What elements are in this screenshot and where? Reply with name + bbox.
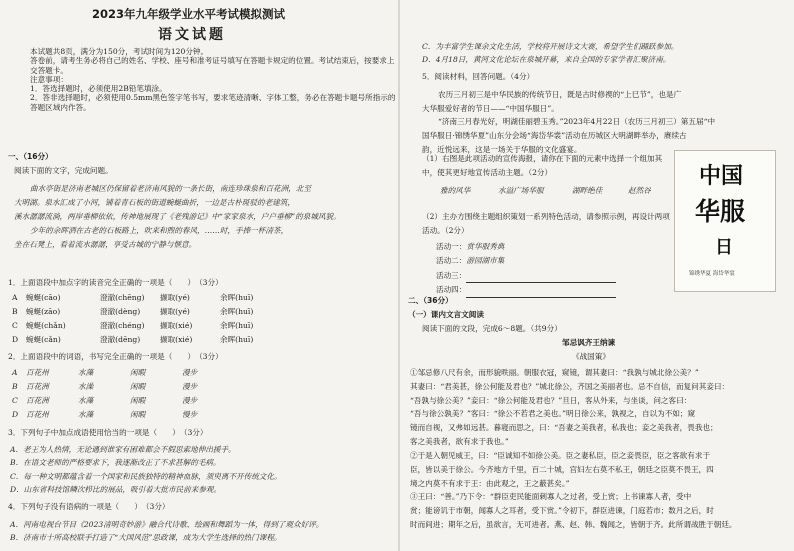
q3-option[interactable]: B．在语文老师的严格要求下，我逐渐改正了不求甚解的毛病。: [10, 458, 221, 468]
material-line: 农历三月初三是中华民族的传统节日，既是古时修禊的“上巳节”，也是广: [438, 90, 682, 99]
classical-line: “吾孰与徐公美？”妾曰：“徐公何能及君也？”旦日，客从外来，与坐谈，问之客曰：: [410, 395, 692, 405]
choice-item[interactable]: 雅的风华: [440, 186, 471, 195]
option-item: 余晖(huī): [220, 293, 254, 302]
option-item: 澄澈(chēng): [100, 293, 145, 302]
activity-label: 活动三：: [436, 270, 467, 280]
q2-option-a[interactable]: [12, 368, 234, 377]
option-item: 澄澈(chéng): [100, 321, 145, 330]
option-item: 蜿蜒(chǎn): [26, 321, 66, 330]
section-two-heading: 二、（36分）: [408, 296, 453, 305]
activity-row: [436, 254, 616, 268]
option-item: 闲暇: [130, 396, 146, 405]
option-item: 澄澈(dēng): [100, 335, 141, 344]
q3-option[interactable]: A．老王为人热情，无论遇到谁家有困难都会不假思索地伸出援手。: [10, 445, 236, 454]
classical-line: 臣，皆以美于徐公。今齐地方千里，百二十城，宫妇左右莫不私王，朝廷之臣莫不畏王，四: [410, 464, 714, 474]
q4-options: [10, 518, 323, 545]
option-item: 水藻: [78, 410, 94, 419]
option-letter: D: [12, 410, 19, 419]
q1-option-d[interactable]: [12, 335, 280, 344]
option-item: 蜿蜒(cǎn): [26, 335, 61, 344]
instruction-line: 答卷前，请考生务必将自己的姓名、学校、座号和准考证号填写在答题卡规定的位置。考试结束后，按要求上交答题卡。: [30, 56, 395, 75]
poster-caption: 锦绣华夏 海岱华裳: [689, 271, 735, 277]
option-item: 闲暇: [130, 410, 146, 419]
passage-line: 溪水潺潺流淌，两岸垂柳依依，传神地展现了《老残游记》中“家家泉水，户户垂柳”的泉城风貌。: [14, 212, 341, 222]
passage-line: 少年的余晖洒在古老的石板路上，吹来和煦的春风，……时，手捧一杯清茶，: [30, 226, 289, 236]
question-4-stem: 4．下列句子没有语病的一项是（ ） （3分）: [8, 502, 170, 511]
option-letter: C: [12, 321, 18, 330]
option-item: 闲暇: [130, 368, 146, 377]
activity-label: 活动四：: [436, 285, 467, 295]
option-item: 蜿蜒(zāo): [26, 307, 61, 316]
option-item: 余晖(huī): [220, 335, 254, 344]
activity-answer-blank[interactable]: [466, 289, 616, 298]
q1-option-b[interactable]: [12, 307, 280, 316]
subject-title: 语文试题: [158, 27, 226, 43]
huafu-poster-image: [674, 150, 776, 292]
option-item: 水藻: [78, 368, 94, 377]
option-item: 水藻: [78, 396, 94, 405]
passage: [14, 182, 394, 252]
classical-line: 其妻曰：“君美甚，徐公何能及君也？”城北徐公，齐国之美丽者也。忌不自信，而复问其妾曰：: [410, 381, 730, 391]
material: [422, 88, 784, 156]
right-page: [400, 0, 794, 551]
q4-option[interactable]: A．河南电视台节目《2023清明奇妙游》融合代诗歌、绘画和舞蹈为一体，得到了观众好评。: [10, 520, 324, 529]
classical-line: 境之内莫不有求于王：由此观之，王之蔽甚矣。”: [410, 478, 570, 488]
option-letter: B: [12, 382, 18, 391]
option-item: 撷取(yé): [160, 293, 190, 302]
poster-text-day: 日: [715, 237, 733, 258]
question-1-stem: 1．上面语段中加点字的读音完全正确的一项是（ ） （3分）: [8, 278, 223, 287]
activity-list: [436, 240, 616, 298]
option-item: 闲暇: [130, 382, 146, 391]
option-item: 水澡: [78, 382, 94, 391]
option-letter: A: [12, 368, 18, 377]
activity-label: 活动二：: [436, 256, 467, 266]
option-item: 百花洲: [26, 396, 49, 405]
classical-line: “吾与徐公孰美？”客曰：“徐公不若君之美也。”明日徐公来，孰视之，自以为不如；窥: [410, 409, 696, 419]
q1-option-a[interactable]: [12, 293, 280, 302]
passage-line: 曲水亭街是济南老城区仍保留着老济南风貌的一条长街，南连珍珠泉和百花洲，北至: [30, 184, 311, 193]
passage-line: 大明湖。泉水汇成了小河，铺着青石板的街道蜿蜒曲折，一边是古朴斑驳的老建筑，: [14, 198, 295, 208]
classical-text-title: 邹忌讽齐王纳谏: [562, 338, 616, 347]
option-item: 漫步: [182, 368, 198, 377]
activity-value: 游园湖市集: [466, 256, 505, 266]
q3-option[interactable]: C．每一种文明都蕴含着一个国家和民族独特的精神血脉，须臾离不开传统文化。: [10, 471, 282, 481]
choice-item[interactable]: 湖畔绝佳: [572, 186, 603, 195]
option-letter: B: [12, 307, 18, 316]
poster-text-china: 中国: [699, 163, 744, 189]
classical-line: ①邹忌修八尺有余，而形貌昳丽。朝服衣冠，窥镜，谓其妻曰：“我孰与城北徐公美？”: [410, 368, 699, 377]
activity-answer-blank[interactable]: [466, 274, 616, 283]
q4-continued-options: [422, 40, 678, 67]
poster-text-huafu: 华服: [695, 197, 746, 226]
choice-item[interactable]: 水溢广场华服: [498, 186, 544, 195]
option-letter: D: [12, 335, 19, 344]
instruction-line: 注意事项：: [30, 74, 68, 84]
q4-option-d[interactable]: D．4月18日，黄河文化论坛在泉城开幕，来自全国的专家学者汇聚济南。: [422, 55, 671, 65]
subsection-heading: （一）课内文言文阅读: [408, 310, 484, 319]
activity-row: [436, 283, 616, 297]
question-2-stem: 2．上面语段中的词语，书写完全正确的一项是（ ） （3分）: [8, 352, 223, 361]
classical-text: [410, 366, 790, 532]
choice-item[interactable]: 赵然谷: [628, 186, 651, 195]
option-letter: A: [12, 293, 18, 302]
option-item: 余晖(huī): [220, 307, 254, 316]
option-item: 撷取(yé): [160, 307, 190, 316]
classical-text-source: 《战国策》: [572, 352, 610, 361]
reading-instruction: 阅读下面的文段，完成6～8题。（共9分）: [422, 324, 562, 333]
option-item: 漫步: [182, 396, 198, 405]
classical-line: 镜而自视，又弗如远甚。暮寝而思之，曰：“吾妻之美我者，私我也；妾之美我者，畏我也；: [410, 423, 718, 433]
q2-option-d[interactable]: [12, 410, 234, 419]
instruction-line: 1．答选择题时，必须使用2B铅笔填涂。: [30, 84, 167, 93]
poster-choices: [440, 186, 678, 195]
passage-intro: 阅读下面的文字，完成问题。: [14, 166, 113, 175]
classical-line: 时而间进；期年之后，虽欲言，无可进者。燕、赵、韩、魏闻之，皆朝于齐。此所谓战胜于朝廷。: [410, 519, 737, 529]
option-letter: C: [12, 396, 18, 405]
material-line: “济南三月春光好，明湖佳丽碧玉秀。”2023年4月22日（农历三月初三）第五届“中: [438, 117, 716, 127]
question-5-2: （2）主办方围绕主题组织策划一系列特色活动，请参照示例，再设计两项活动。（2分）: [422, 212, 670, 235]
q4-option-c[interactable]: C．为丰富学生课余文化生活，学校将开展诗文大赛，希望学生们踊跃参加。: [422, 42, 679, 51]
instructions: [14, 47, 394, 112]
section-one-heading: 一、（16分）: [8, 152, 53, 161]
question-5-1: （1）右图是此项活动的宣传海报，请你在下面的元素中选择一个组加其中，使其更好地宣传活动主题。（2分）: [422, 154, 663, 177]
material-line: 国华服日·锦绣华夏”山东分会场“海岱华裳”活动在历城区大明湖畔举办，赓续古: [422, 130, 687, 140]
question-3-stem: 3．下列句子中加点成语使用恰当的一项是（ ） （3分）: [8, 428, 208, 437]
classical-line: 赏；能谤讥于市朝，闻寡人之耳者，受下赏。”令初下，群臣进谏，门庭若市；数月之后，时: [410, 506, 714, 516]
q2-option-b[interactable]: [12, 382, 234, 391]
activity-row: [436, 269, 616, 283]
option-item: 澄澈(dèng): [100, 307, 141, 316]
q3-options: [10, 443, 282, 496]
classical-line: 客之美我者，欲有求于我也。”: [410, 437, 509, 447]
activity-value: 赏华服秀典: [466, 242, 505, 251]
option-item: 余晖(huī): [220, 321, 254, 330]
option-item: 蜿蜒(cāo): [26, 293, 61, 302]
q4-option[interactable]: B．济南市十所高校联手打造了“大国风范”思政课，成为大学生选择的热门课程。: [10, 533, 282, 543]
question-5-title: 5．阅读材料，回答问题。（4分）: [422, 72, 535, 81]
classical-line: ②于是入朝见威王，曰：“臣诚知不如徐公美。臣之妻私臣，臣之妾畏臣，臣之客欲有求于: [410, 450, 711, 460]
option-item: 撷取(xié): [160, 321, 193, 330]
material-line: 韵，近悦远来，这是一场关于华服的文化盛宴。: [422, 144, 582, 154]
option-item: 撷取(xié): [160, 335, 193, 344]
q1-option-c[interactable]: [12, 321, 280, 330]
material-line: 大华服爱好者的节日——“中国华服日”。: [422, 103, 559, 113]
q3-option[interactable]: D．山东省科技馆鳞次栉比的展品，吸引着大批市民前来参观。: [10, 484, 222, 494]
instruction-line: 2．答非选择题时，必须使用0.5mm黑色签字笔书写，要求笔迹清晰、字体工整，务必在答题卡题号所指示的答题区域内作答。: [30, 93, 396, 112]
option-item: 慢步: [182, 410, 198, 419]
activity-row: [436, 240, 616, 254]
classical-line: ③王曰：“善。”乃下令：“群臣吏民能面刺寡人之过者，受上赏；上书谏寡人者，受中: [410, 492, 692, 502]
option-item: 百花州: [26, 368, 49, 377]
option-item: 百花州: [26, 410, 49, 419]
option-item: 漫步: [182, 382, 198, 391]
q2-option-c[interactable]: [12, 396, 234, 405]
option-item: 百花洲: [26, 382, 49, 391]
activity-label: 活动一：: [436, 242, 467, 251]
instruction-line: 本试题共8页，满分为150分，考试时间为120分钟。: [30, 47, 209, 56]
exam-title: 2023年九年级学业水平考试模拟测试: [92, 7, 286, 21]
passage-line: 坐在石凳上，看着流水潺潺，享受古城的宁静与惬意。: [14, 240, 197, 250]
